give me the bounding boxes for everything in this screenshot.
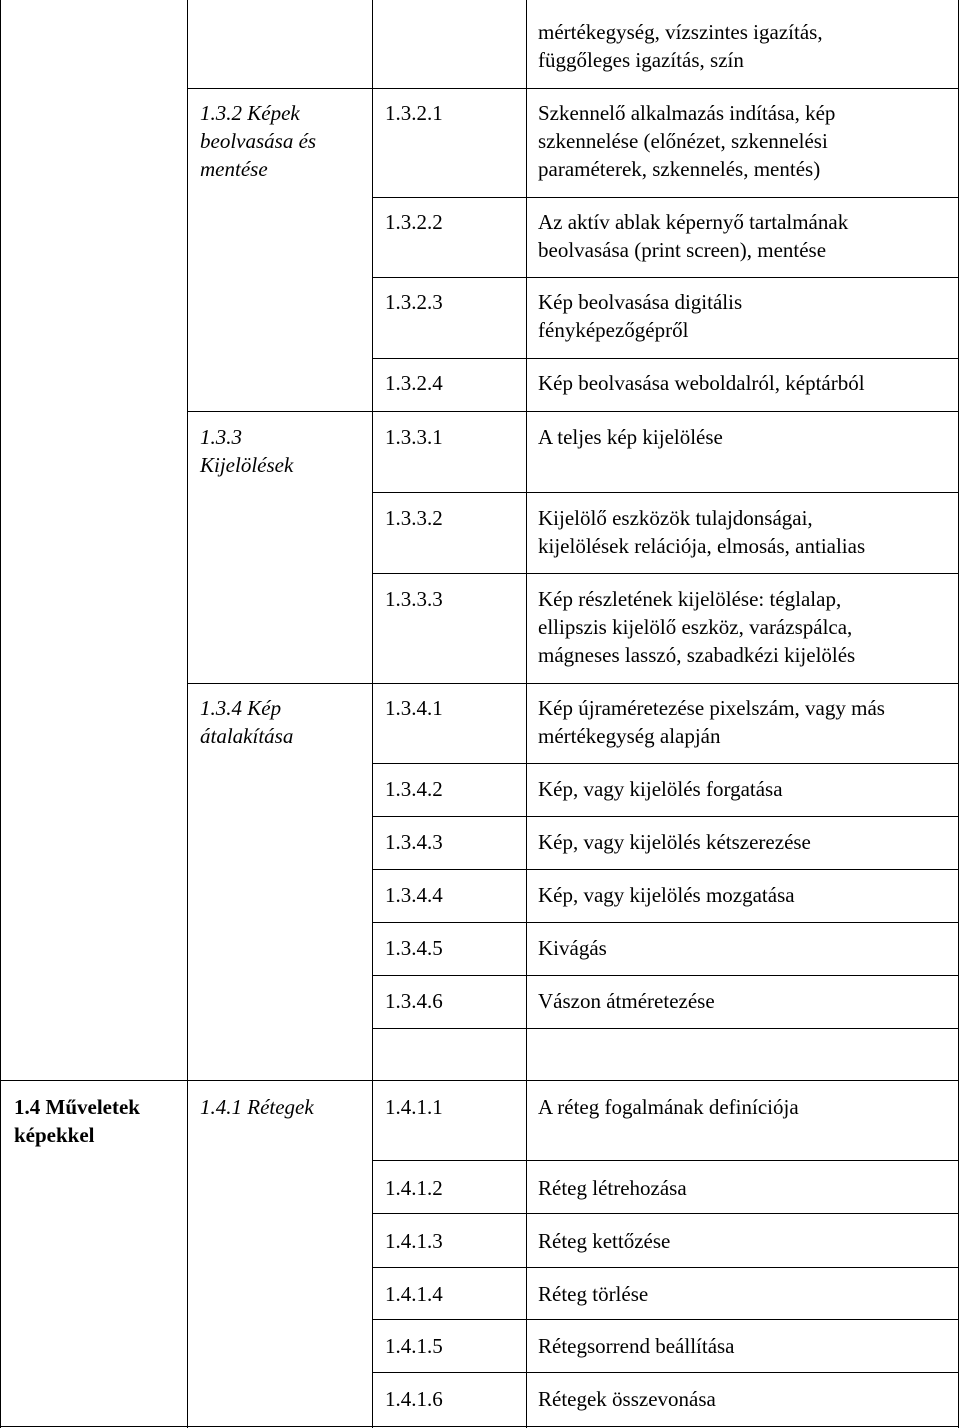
row-description: Kijelölő eszközök tulajdonságai, kijelölések relációja, elmosás, antialias <box>538 506 866 558</box>
row-divider-l <box>372 1160 959 1161</box>
item-number: 1.4.1.1 <box>385 1095 443 1119</box>
row-description: Réteg létrehozása <box>538 1176 687 1200</box>
column-divider-1 <box>187 0 188 1428</box>
row-description: Kivágás <box>538 936 607 960</box>
item-number: 1.3.3.3 <box>385 587 443 611</box>
row-description: Kép, vagy kijelölés forgatása <box>538 777 783 801</box>
row-description: A teljes kép kijelölése <box>538 425 723 449</box>
row-divider-c <box>372 358 959 359</box>
row-description: A réteg fogalmának definíciója <box>538 1095 799 1119</box>
subtopic-label: 1.3.3 Kijelölések <box>200 425 294 477</box>
border-left <box>0 0 1 1428</box>
row-divider-d <box>372 492 959 493</box>
row-divider-section <box>0 1080 959 1081</box>
row-divider-m <box>372 1213 959 1214</box>
row-divider-k <box>372 1028 959 1029</box>
item-number: 1.3.4.5 <box>385 936 443 960</box>
item-number: 1.3.4.2 <box>385 777 443 801</box>
row-divider-c2-2 <box>187 411 959 412</box>
row-description: Réteg kettőzése <box>538 1229 671 1253</box>
row-divider-a <box>372 197 959 198</box>
row-description: Rétegsorrend beállítása <box>538 1334 735 1358</box>
item-number: 1.3.2.4 <box>385 371 443 395</box>
item-number: 1.4.1.5 <box>385 1334 443 1358</box>
item-number: 1.4.1.2 <box>385 1176 443 1200</box>
item-number: 1.4.1.3 <box>385 1229 443 1253</box>
row-divider-c2-3 <box>187 683 959 684</box>
row-divider-e <box>372 573 959 574</box>
item-number: 1.3.2.1 <box>385 101 443 125</box>
item-number: 1.3.2.2 <box>385 210 443 234</box>
row-description: Kép, vagy kijelölés mozgatása <box>538 883 795 907</box>
item-number: 1.4.1.4 <box>385 1282 443 1306</box>
row-description: Kép, vagy kijelölés kétszerezése <box>538 830 811 854</box>
subtopic-label: 1.3.4 Kép átalakítása <box>200 696 294 748</box>
item-number: 1.3.4.1 <box>385 696 443 720</box>
row-divider-h <box>372 869 959 870</box>
item-number: 1.3.4.4 <box>385 883 443 907</box>
item-number: 1.3.4.3 <box>385 830 443 854</box>
row-description: Kép újraméretezése pixelszám, vagy más mértékegység alapján <box>538 696 885 748</box>
row-description: Vászon átméretezése <box>538 989 715 1013</box>
row-divider-g <box>372 816 959 817</box>
row-description: Kép beolvasása weboldalról, képtárból <box>538 371 865 395</box>
row-description: Rétegek összevonása <box>538 1387 716 1411</box>
row-divider-p <box>372 1372 959 1373</box>
row-divider-c2-1 <box>187 88 959 89</box>
row-description: mértékegység, vízszintes igazítás, függőleges igazítás, szín <box>538 20 823 72</box>
row-description: Réteg törlése <box>538 1282 649 1306</box>
row-divider-j <box>372 975 959 976</box>
subtopic-label: 1.3.2 Képek beolvasása és mentése <box>200 101 317 181</box>
item-number: 1.4.1.6 <box>385 1387 443 1411</box>
item-number: 1.3.2.3 <box>385 290 443 314</box>
row-description: Kép beolvasása digitális fényképezőgépről <box>538 290 743 342</box>
row-divider-n <box>372 1267 959 1268</box>
item-number: 1.3.4.6 <box>385 989 443 1013</box>
subtopic-label: 1.4.1 Rétegek <box>200 1095 314 1119</box>
topic-label: 1.4 Műveletek képekkel <box>14 1095 140 1147</box>
row-divider-o <box>372 1319 959 1320</box>
row-divider-f <box>372 763 959 764</box>
row-description: Az aktív ablak képernyő tartalmának beolvasása (print screen), mentése <box>538 210 849 262</box>
row-divider-i <box>372 922 959 923</box>
row-divider-b <box>372 277 959 278</box>
item-number: 1.3.3.1 <box>385 425 443 449</box>
item-number: 1.3.3.2 <box>385 506 443 530</box>
row-description: Kép részletének kijelölése: téglalap, ellipszis kijelölő eszköz, varázspálca, mágneses lasszó, szabadkézi kijelölés <box>538 587 856 667</box>
row-description: Szkennelő alkalmazás indítása, kép szkennelése (előnézet, szkennelési paraméterek, szkennelés, mentés) <box>538 101 836 181</box>
border-bottom <box>0 1426 959 1427</box>
